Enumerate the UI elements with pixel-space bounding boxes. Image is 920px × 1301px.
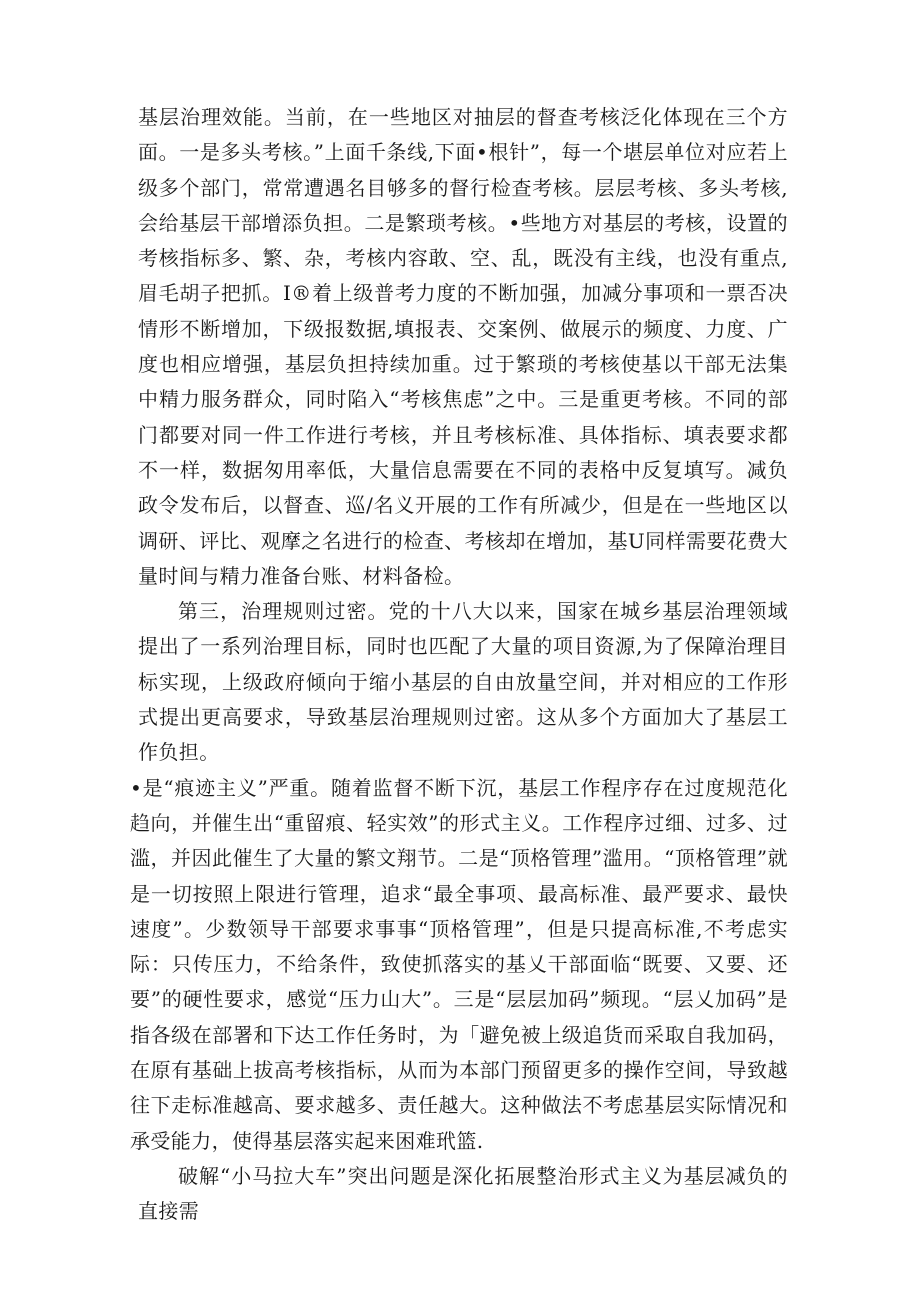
paragraph-governance-rules: 第三，治理规则过密。党的十八大以来，国家在城乡基层治理领域提出了一系列治理目标，同时也匹配了大量的项目资源,为了保障治理目标实现，上级政府倾向于缩小基层的自由放量空间，并对相应的工作形式提出更高要求，导致基层治理规则过密。这从多个方面加大了基层工作负担。: [138, 599, 788, 765]
paragraph-formalism-points: •是“痕迹主义”严重。随着监督不断下沉，基层工作程序存在过度规范化趋向，并催生出“重留痕、轻实效”的形式主义。工作程序过细、过多、过滥，并因此催生了大量的繁文翔节。二是“顶格管理”滥用。“顶格管理”就是一切按照上限进行管理，追求“最全事项、最高标准、最严要求、最快速度”。少数领导干部要求事事“顶格管理”，但是只提高标准,不考虑实际：只传压力，不给条件，致使抓落实的基乂干部面临“既要、又要、还要”的硬性要求，感觉“压力山大”。三是“层层加码”频现。“层乂加码”是指各级在部署和下达工作任务时，为「避免被上级追货而采取自我加码，在原有基础上拔高考核指标，从而为本部门预留更多的操作空间，导致越往下走标准越高、要求越多、责任越大。这种做法不考虑基层实际情况和承受能力，使得基层落实起来困难玳篮.: [130, 775, 788, 1153]
document-body: [130, 100, 788, 1230]
paragraph-assessment-overload: 基层治理效能。当前，在一些地区对抽层的督查考核泛化体现在三个方面。一是多头考核。”上面千条线,下面•根针”，每一个堪层单位对应若上级多个部门，常常遭遇名目够多的督行检查考核。层层考核、多头考核,会给基层干部增添负担。二是繁琐考核。•些地方对基层的考核，设置的考核指标多、繁、杂，考核内容敢、空、乱，既没有主线，也没有重点,眉毛胡子把抓。I®着上级普考力度的不断加强，加减分事项和一票否决情形不断增加，下级报数据,填报表、交案例、做展示的频度、力度、广度也相应增强，基层负担持续加重。过于繁琐的考核使基以干部无法集中精力服务群众，同时陷入“考核焦虑”之中。三是重更考核。不同的部门都要对同一件工作进行考核，并且考核标准、具体指标、填表要求都不一样，数据匆用率低，大量信息需要在不同的表格中反复填写。减负政令发布后，以督查、巡/名义开展的工作有所减少，但是在一些地区以调研、评比、观摩之名进行的检查、考核却在增加，基U同样需要花费大量时间与精力准备台账、材料备检。: [138, 105, 788, 588]
paragraph-resolution: 破解“小马拉大车”突出问题是深化拓展整治形式主义为基层减负的直接需: [138, 1163, 788, 1224]
